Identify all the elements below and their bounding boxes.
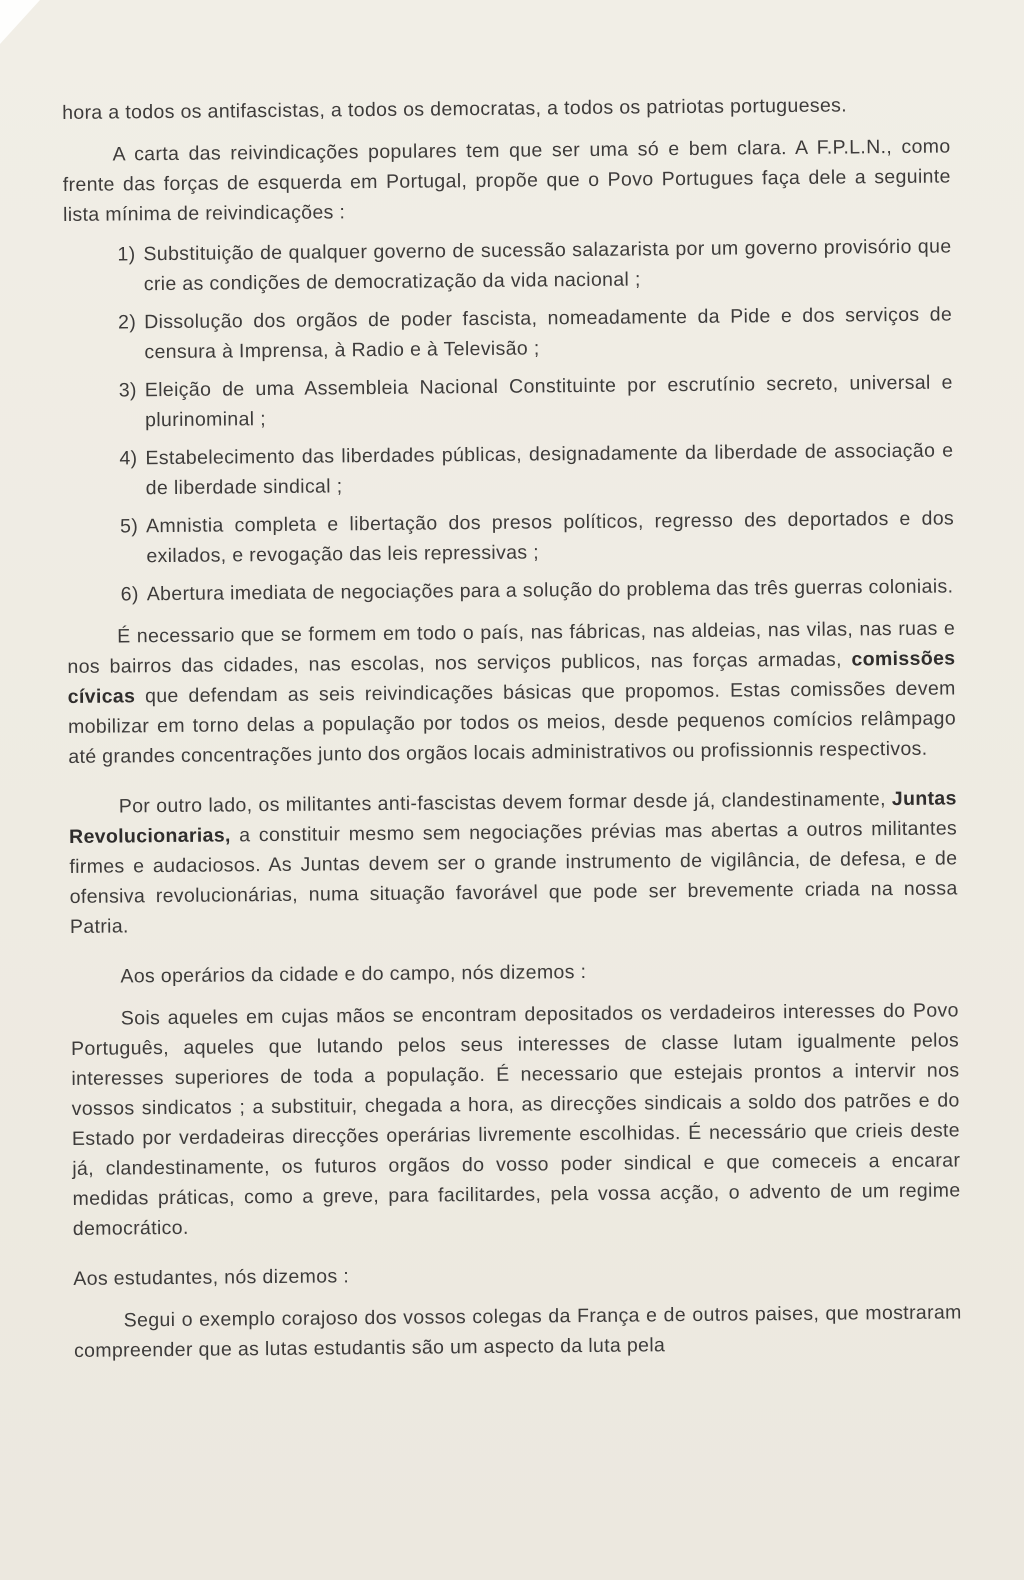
- paragraph-intro-continuation: hora a todos os antifascistas, a todos os democratas, a todos os patriotas portugueses.: [62, 94, 848, 124]
- paragraph-juntas: [69, 783, 958, 942]
- paragraph-text: a constituir mesmo sem negociações prévias mas abertas a outros militantes firmes e audaciosos. As Juntas devem ser o grande instrumento de vigilância, de defesa, e de ofensiva revolucionárias, numa situação favorável que pode ser brevemente criada na nossa Patria.: [69, 817, 958, 938]
- list-item-text: Estabelecimento das liberdades públicas, designadamente da liberdade de associação e de liberdade sindical ;: [145, 439, 954, 500]
- list-item: [67, 571, 955, 610]
- paragraph-carta: A carta das reivindicações populares tem que ser uma só e bem clara. A F.P.L.N., como frente das forças de esquerda em Portugal, propõe que o Povo Portugues faça dele a seguinte lista mínima de reivindicações :: [62, 135, 951, 226]
- list-item-number: 3): [118, 379, 137, 402]
- paragraph-text: É necessario que se formem em todo o país, nas fábricas, nas aldeias, nas vilas, nas ruas e nos bairros das cidades, nas escolas, nos serviços publicos, nas forças armadas,: [67, 617, 956, 678]
- list-item: [64, 299, 953, 368]
- paragraph-operarios-heading: Aos operários da cidade e do campo, nós dizemos :: [120, 961, 587, 988]
- list-item-number: 6): [120, 583, 139, 606]
- list-item-number: 5): [119, 515, 139, 538]
- bold-term-comissoes: comissões cívicas: [67, 647, 956, 708]
- paragraph-estudantes: Segui o exemplo corajoso dos vossos colegas da França e de outros paises, que mostraram compreender que as lutas estudantis são um aspecto da luta pela: [73, 1301, 962, 1362]
- list-item-text: Substituição de qualquer governo de sucessão salazarista por um governo provisório que crie as condições de democratização da vida nacional ;: [143, 235, 952, 296]
- list-item-number: 2): [118, 311, 137, 334]
- list-item: [65, 435, 954, 504]
- demands-list: [63, 231, 955, 610]
- list-item-text: Abertura imediata de negociações para a solução do problema das três guerras coloniais.: [146, 575, 954, 606]
- paragraph-comissoes: [67, 613, 956, 772]
- list-item-text: Eleição de uma Assembleia Nacional Constituinte por escrutínio secreto, universal e plurinominal ;: [144, 371, 953, 432]
- list-item-number: 4): [119, 447, 138, 470]
- paragraph-estudantes-heading: Aos estudantes, nós dizemos :: [73, 1265, 350, 1290]
- paragraph-text: que defendam as seis reivindicações básicas que propomos. Estas comissões devem mobilizar em torno delas a população por todos os meios, desde pequenos comícios relâmpago até grandes concentrações junto dos orgãos locais administrativos ou profissionnis respectivos.: [67, 677, 957, 768]
- paragraph-text: Por outro lado, os militantes anti-fascistas devem formar desde já, clandestinamente,: [118, 788, 892, 818]
- list-item-text: Amnistia completa e libertação dos presos políticos, regresso des deportados e dos exilados, e revogação das leis repressivas ;: [146, 507, 955, 568]
- bold-term-juntas: Juntas Revolucionarias,: [68, 787, 957, 848]
- paragraph-operarios: Sois aqueles em cujas mãos se encontram depositados os verdadeiros interesses do Povo Português, aqueles que lutando pelos seus interesses de classe lutam igualmente pelos interesses superiores de toda a população. É necessario que estejais prontos a intervir nos vossos sindicatos ; a substituir, chegada a hora, as direcções sindicais a soldo dos patrões e do Estado por verdadeiras direcções operárias livremente escolhidas. É necessário que crieis deste já, clandestinamente, os futuros orgãos do vosso poder sindical e que comeceis a encarar medidas práticas, como a greve, para facilitardes, pela vossa acção, o advento de um regime democrático.: [71, 999, 961, 1240]
- document-body: [62, 89, 962, 1365]
- list-item-text: Dissolução dos orgãos de poder fascista, nomeadamente da Pide e dos serviços de censura à Imprensa, à Radio e à Televisão ;: [144, 303, 953, 364]
- list-item-number: 1): [117, 243, 136, 266]
- list-item: [66, 503, 955, 572]
- folded-corner: [0, 0, 40, 44]
- list-item: [63, 231, 952, 300]
- list-item: [65, 367, 954, 436]
